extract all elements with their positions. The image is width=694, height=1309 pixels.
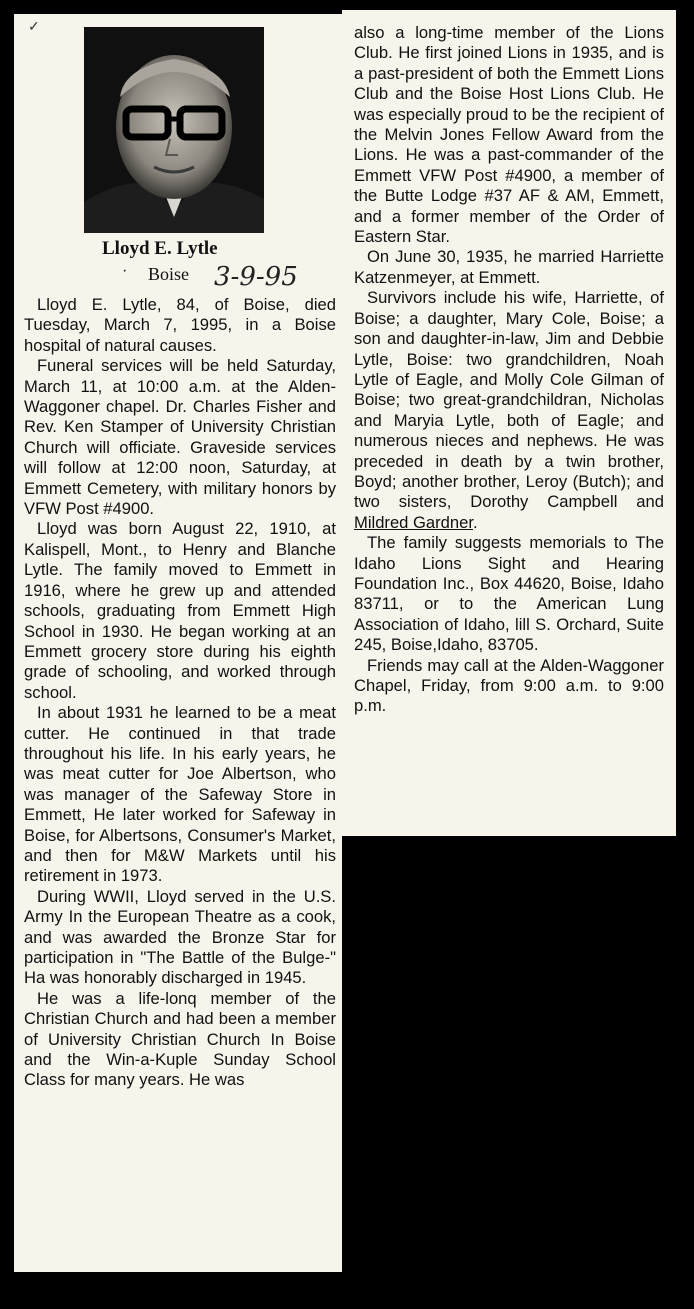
paragraph-military: During WWII, Lloyd served in the U.S. Army In the European Theatre as a cook, and was awarded the Bronze Star for participation in "The Battle of the Bulge-" Ha was honorably discharged in 1945.	[24, 886, 336, 988]
underlined-name: Mildred Gardner	[354, 512, 473, 532]
right-column	[354, 23, 664, 717]
check-mark: ✓	[28, 18, 40, 34]
portrait-photo	[84, 27, 264, 233]
survivors-text: Survivors include his wife, Harriette, of Boise; a daughter, Mary Cole, Boise; a son and daughter-in-law, Jim and Debbie Lytle, Boise: two grandchildren, Noah Lytle of Eagle, and Molly Cole Gilman of Boise; two great-grandchildran, Nicholas and Maryia Lytle, both of Eagle; and numerous nieces and nephews. He was preceded in death by a twin brother, Boyd; another brother, Leroy (Butch); and two sisters, Dorothy Campbell and	[354, 288, 664, 512]
deceased-city: Boise	[148, 264, 190, 284]
deceased-name: Lloyd E. Lytle	[102, 238, 218, 259]
paragraph-survivors	[354, 288, 664, 533]
handwritten-date: 3-9-95	[214, 262, 298, 292]
paragraph-intro: Lloyd E. Lytle, 84, of Boise, died Tuesday, March 7, 1995, in a Boise hospital of natural causes.	[24, 295, 336, 355]
portrait-image	[84, 27, 264, 233]
paragraph-marriage: On June 30, 1935, he married Harriette Katzenmeyer, at Emmett.	[354, 247, 664, 287]
paragraph-lions: also a long-time member of the Lions Club. He first joined Lions in 1935, and is a past-president of both the Emmett Lions Club and the Boise Host Lions Club. He was especially proud to be the recipient of the Melvin Jones Fellow Award from the Lions. He was a past-commander of the Emmett VFW Post #4900, a member of the Butte Lodge #37 AF & AM, Emmett, and a former member of the Order of Eastern Star.	[354, 23, 664, 247]
left-column	[24, 295, 336, 1091]
bullet: ·	[122, 262, 128, 279]
paragraph-funeral: Funeral services will be held Saturday, March 11, at 10:00 a.m. at the Alden-Waggoner chapel. Dr. Charles Fisher and Rev. Ken Stamper of University Christian Church will officiate. Graveside services will follow at 12:00 noon, Saturday, at Emmett Cemetery, with military honors by VFW Post #4900.	[24, 356, 336, 519]
paragraph-career: In about 1931 he learned to be a meat cutter. He continued in that trade throughout his life. In his early years, he was meat cutter for Joe Albertson, who was manager of the Safeway Store in Emmett, He later worked for Safeway in Boise, for Albertsons, Consumer's Market, and then for M&W Markets until his retirement in 1973.	[24, 703, 336, 886]
paragraph-birth: Lloyd was born August 22, 1910, at Kalispell, Mont., to Henry and Blanche Lytle. The family moved to Emmett in 1916, where he grew up and attended schools, graduating from Emmett High School in 1930. He began working at an Emmett grocery store during his eighth grade of schooling, and worked through school.	[24, 519, 336, 702]
paragraph-memorials: The family suggests memorials to The Idaho Lions Sight and Hearing Foundation Inc., Box 44620, Boise, Idaho 83711, or to the American Lung Association of Idaho, lill S. Orchard, Suite 245, Boise,Idaho, 83705.	[354, 533, 664, 655]
paragraph-visitation: Friends may call at the Alden-Waggoner Chapel, Friday, from 9:00 a.m. to 9:00 p.m.	[354, 655, 664, 716]
survivors-end: .	[472, 512, 478, 532]
paragraph-church: He was a life-lonq member of the Christian Church and had been a member of University Christian Church In Boise and the Win-a-Kuple Sunday School Class for many years. He was	[24, 988, 336, 1090]
